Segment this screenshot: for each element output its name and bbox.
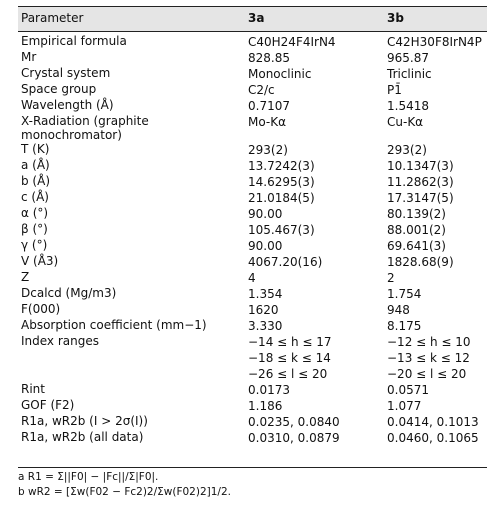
value-3b: C42H30F8IrN4P bbox=[387, 35, 482, 49]
value-3b: 17.3147(5) bbox=[387, 191, 454, 205]
row-label: a (Å) bbox=[21, 158, 50, 172]
table-row bbox=[18, 50, 487, 66]
table-row bbox=[18, 158, 487, 174]
row-label: F(000) bbox=[21, 302, 61, 316]
value-3b: 0.0571 bbox=[387, 383, 429, 397]
header-3a: 3a bbox=[248, 11, 265, 25]
table-row bbox=[18, 142, 487, 158]
value-3b: 0.0414, 0.1013 bbox=[387, 415, 479, 429]
row-label: α (°) bbox=[21, 206, 49, 220]
value-3b: 11.2862(3) bbox=[387, 175, 454, 189]
row-label: b (Å) bbox=[21, 174, 51, 188]
value-3a: −18 ≤ k ≤ 14 bbox=[248, 351, 331, 365]
value-3a: −26 ≤ l ≤ 20 bbox=[248, 367, 328, 381]
value-3a: Mo-Kα bbox=[248, 115, 287, 129]
value-3b: −13 ≤ k ≤ 12 bbox=[387, 351, 470, 365]
table-row bbox=[18, 286, 487, 302]
value-3b: 1.077 bbox=[387, 399, 422, 413]
row-label: Mr bbox=[21, 50, 37, 64]
value-3a: 90.00 bbox=[248, 207, 283, 221]
value-3a: 13.7242(3) bbox=[248, 159, 315, 173]
header-3b: 3b bbox=[387, 11, 404, 25]
table-row bbox=[18, 414, 487, 430]
value-3a: 0.7107 bbox=[248, 99, 290, 113]
row-label: R1a, wR2b (I > 2σ(I)) bbox=[21, 414, 148, 428]
table-row bbox=[18, 302, 487, 318]
value-3b: 88.001(2) bbox=[387, 223, 446, 237]
value-3a: 1620 bbox=[248, 303, 279, 317]
row-label: c (Å) bbox=[21, 190, 49, 204]
table-row bbox=[18, 430, 487, 446]
row-label: Dcalcd (Mg/m3) bbox=[21, 286, 117, 300]
value-3a: 3.330 bbox=[248, 319, 283, 333]
footnote-b: b wR2 = [Σw(F02 − Fc2)2/Σw(F02)2]1/2. bbox=[18, 486, 231, 498]
table-row bbox=[18, 114, 487, 142]
value-3a: 0.0235, 0.0840 bbox=[248, 415, 340, 429]
value-3b: P1̄ bbox=[387, 83, 402, 97]
value-3a: −14 ≤ h ≤ 17 bbox=[248, 335, 332, 349]
value-3a: 0.0310, 0.0879 bbox=[248, 431, 340, 445]
value-3a: 828.85 bbox=[248, 51, 290, 65]
row-label: Index ranges bbox=[21, 334, 99, 348]
value-3b: 293(2) bbox=[387, 143, 427, 157]
value-3a: 1.354 bbox=[248, 287, 283, 301]
value-3b: Cu-Kα bbox=[387, 115, 424, 129]
table-header bbox=[18, 6, 487, 32]
value-3b: 80.139(2) bbox=[387, 207, 446, 221]
value-3b: −20 ≤ l ≤ 20 bbox=[387, 367, 467, 381]
row-label: γ (°) bbox=[21, 238, 48, 252]
value-3b: 69.641(3) bbox=[387, 239, 446, 253]
value-3a: 105.467(3) bbox=[248, 223, 315, 237]
table-row bbox=[18, 254, 487, 270]
value-3a: Monoclinic bbox=[248, 67, 312, 81]
value-3b: 8.175 bbox=[387, 319, 422, 333]
value-3b: −12 ≤ h ≤ 10 bbox=[387, 335, 471, 349]
value-3b: 965.87 bbox=[387, 51, 429, 65]
value-3a: 4 bbox=[248, 271, 256, 285]
table-row bbox=[18, 270, 487, 286]
value-3a: 4067.20(16) bbox=[248, 255, 323, 269]
value-3b: 948 bbox=[387, 303, 410, 317]
table-row bbox=[18, 350, 487, 366]
row-label: R1a, wR2b (all data) bbox=[21, 430, 144, 444]
row-label: β (°) bbox=[21, 222, 48, 236]
row-label: V (Å3) bbox=[21, 254, 59, 268]
row-label: Empirical formula bbox=[21, 34, 127, 48]
value-3a: C40H24F4IrN4 bbox=[248, 35, 336, 49]
row-label: Wavelength (Å) bbox=[21, 98, 114, 112]
row-label: T (K) bbox=[21, 142, 50, 156]
table-row bbox=[18, 174, 487, 190]
value-3b: 2 bbox=[387, 271, 395, 285]
table-body bbox=[18, 34, 487, 446]
table-row bbox=[18, 66, 487, 82]
value-3b: 1.5418 bbox=[387, 99, 429, 113]
row-label: Crystal system bbox=[21, 66, 111, 80]
footnotes bbox=[18, 470, 231, 500]
row-label: X-Radiation (graphite monochromator) bbox=[21, 114, 149, 142]
value-3a: 293(2) bbox=[248, 143, 288, 157]
table-row bbox=[18, 334, 487, 350]
header-parameter: Parameter bbox=[21, 11, 84, 25]
row-label: GOF (F2) bbox=[21, 398, 75, 412]
row-label: Z bbox=[21, 270, 30, 284]
table-row bbox=[18, 382, 487, 398]
value-3a: 21.0184(5) bbox=[248, 191, 315, 205]
table-row bbox=[18, 366, 487, 382]
value-3b: Triclinic bbox=[387, 67, 432, 81]
value-3a: 1.186 bbox=[248, 399, 283, 413]
value-3a: 0.0173 bbox=[248, 383, 290, 397]
value-3b: 10.1347(3) bbox=[387, 159, 454, 173]
table-row bbox=[18, 238, 487, 254]
table-row bbox=[18, 190, 487, 206]
table-row bbox=[18, 222, 487, 238]
value-3a: 90.00 bbox=[248, 239, 283, 253]
row-label: Rint bbox=[21, 382, 45, 396]
table-row bbox=[18, 82, 487, 98]
table-bottom-rule bbox=[18, 467, 487, 468]
value-3a: 14.6295(3) bbox=[248, 175, 315, 189]
table-row bbox=[18, 34, 487, 50]
value-3b: 0.0460, 0.1065 bbox=[387, 431, 479, 445]
footnote-a: a R1 = Σ||F0| − |Fc||/Σ|F0|. bbox=[18, 471, 159, 483]
row-label: Space group bbox=[21, 82, 97, 96]
row-label: Absorption coefficient (mm−1) bbox=[21, 318, 207, 332]
value-3b: 1.754 bbox=[387, 287, 422, 301]
value-3b: 1828.68(9) bbox=[387, 255, 454, 269]
table-row bbox=[18, 318, 487, 334]
table-row bbox=[18, 98, 487, 114]
table-row bbox=[18, 398, 487, 414]
value-3a: C2/c bbox=[248, 83, 275, 97]
table-row bbox=[18, 206, 487, 222]
